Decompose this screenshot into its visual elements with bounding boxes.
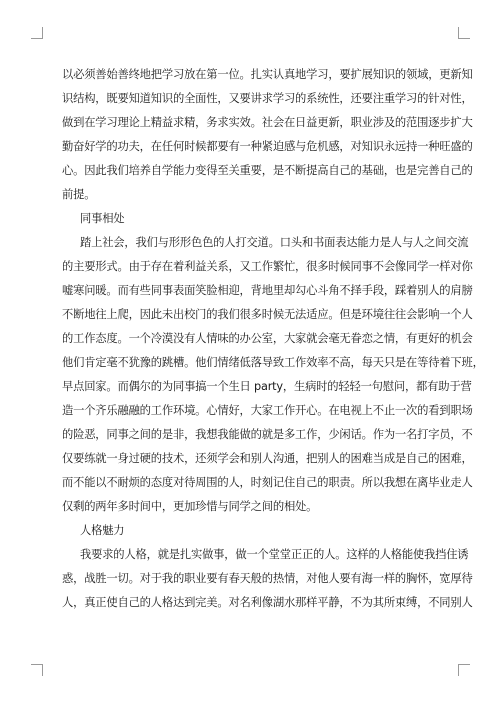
crop-mark-top-left	[31, 27, 43, 39]
text-line: 做到在学习理论上精益求精，务求实效。社会在日益更新，职业涉及的范围逐步扩大	[62, 116, 473, 129]
paragraph	[62, 63, 473, 207]
text-line: 嘘寒问暖。而有些同事表面笑脸相迎，背地里却勾心斗角不择手段，踩着别人的肩膀	[62, 284, 473, 297]
text-line: 人，真正使自己的人格达到完美。对名利像湖水那样平静，不为其所束缚，不同别人	[62, 596, 473, 609]
text-line: 而不能以不耐烦的态度对待周围的人，时刻记住自己的职责。所以我想在离毕业走人	[62, 476, 473, 489]
text-line: 不断地往上爬，因此未出校门的我们很多时候无法适应。但是环境往往会影响一个人	[62, 308, 473, 321]
document-body	[62, 63, 484, 615]
crop-mark-bottom-left	[31, 664, 43, 676]
section-heading: 同事相处	[80, 212, 125, 225]
text-line: 早点回家。而偶尔的为同事搞一个生日 party，生病时的轻轻一句慰问，都有助于营	[62, 380, 472, 393]
paragraph	[62, 231, 484, 519]
text-line: 仅剩的两年多时间中，更加珍惜与同学之间的相处。	[62, 500, 318, 513]
section-heading: 人格魅力	[80, 524, 125, 537]
text-line: 前提。	[62, 188, 96, 201]
text-line: 的工作态度。一个冷漠没有人情味的办公室，大家就会毫无眷恋之情，有更好的机会	[62, 332, 473, 345]
text-line: 的主要形式。由于存在着利益关系，又工作繁忙，很多时候同事不会像同学一样对你	[62, 260, 473, 273]
text-line: 造一个齐乐融融的工作环境。心情好，大家工作开心。在电视上不止一次的看到职场	[62, 404, 473, 417]
crop-mark-top-right	[458, 27, 470, 39]
text-line: 的险恶，同事之间的是非，我想我能做的就是多工作，少闲话。作为一名打字员，不	[62, 428, 473, 441]
text-line: 仅要练就一身过硬的技术，还须学会和别人沟通，把别人的困难当成是自己的困难，	[62, 452, 473, 465]
text-line: 心。因此我们培养自学能力变得至关重要，是不断提高自己的基础，也是完善自己的	[62, 164, 473, 177]
text-line: 勤奋好学的功夫，在任何时候都要有一种紧迫感与危机感，对知识永远持一种旺盛的	[62, 140, 473, 153]
paragraph	[62, 543, 473, 615]
text-line: 他们肯定毫不犹豫的跳槽。他们情绪低落导致工作效率不高，每天只是在等待着下班，	[62, 356, 484, 369]
text-line: 以必须善始善终地把学习放在第一位。扎实认真地学习，要扩展知识的领域，更新知	[62, 68, 473, 81]
crop-mark-bottom-right	[458, 664, 470, 676]
text-line: 惑，战胜一切。对于我的职业要有春天般的热情，对他人要有海一样的胸怀，宽厚待	[62, 572, 473, 585]
text-line: 我要求的人格，就是扎实做事，做一个堂堂正正的人。这样的人格能使我挡住诱	[80, 548, 469, 561]
text-line: 踏上社会，我们与形形色色的人打交道。口头和书面表达能力是人与人之间交流	[80, 236, 469, 249]
text-line: 识结构，既要知道知识的全面性，又要讲求学习的系统性，还要注重学习的针对性，	[62, 92, 473, 105]
